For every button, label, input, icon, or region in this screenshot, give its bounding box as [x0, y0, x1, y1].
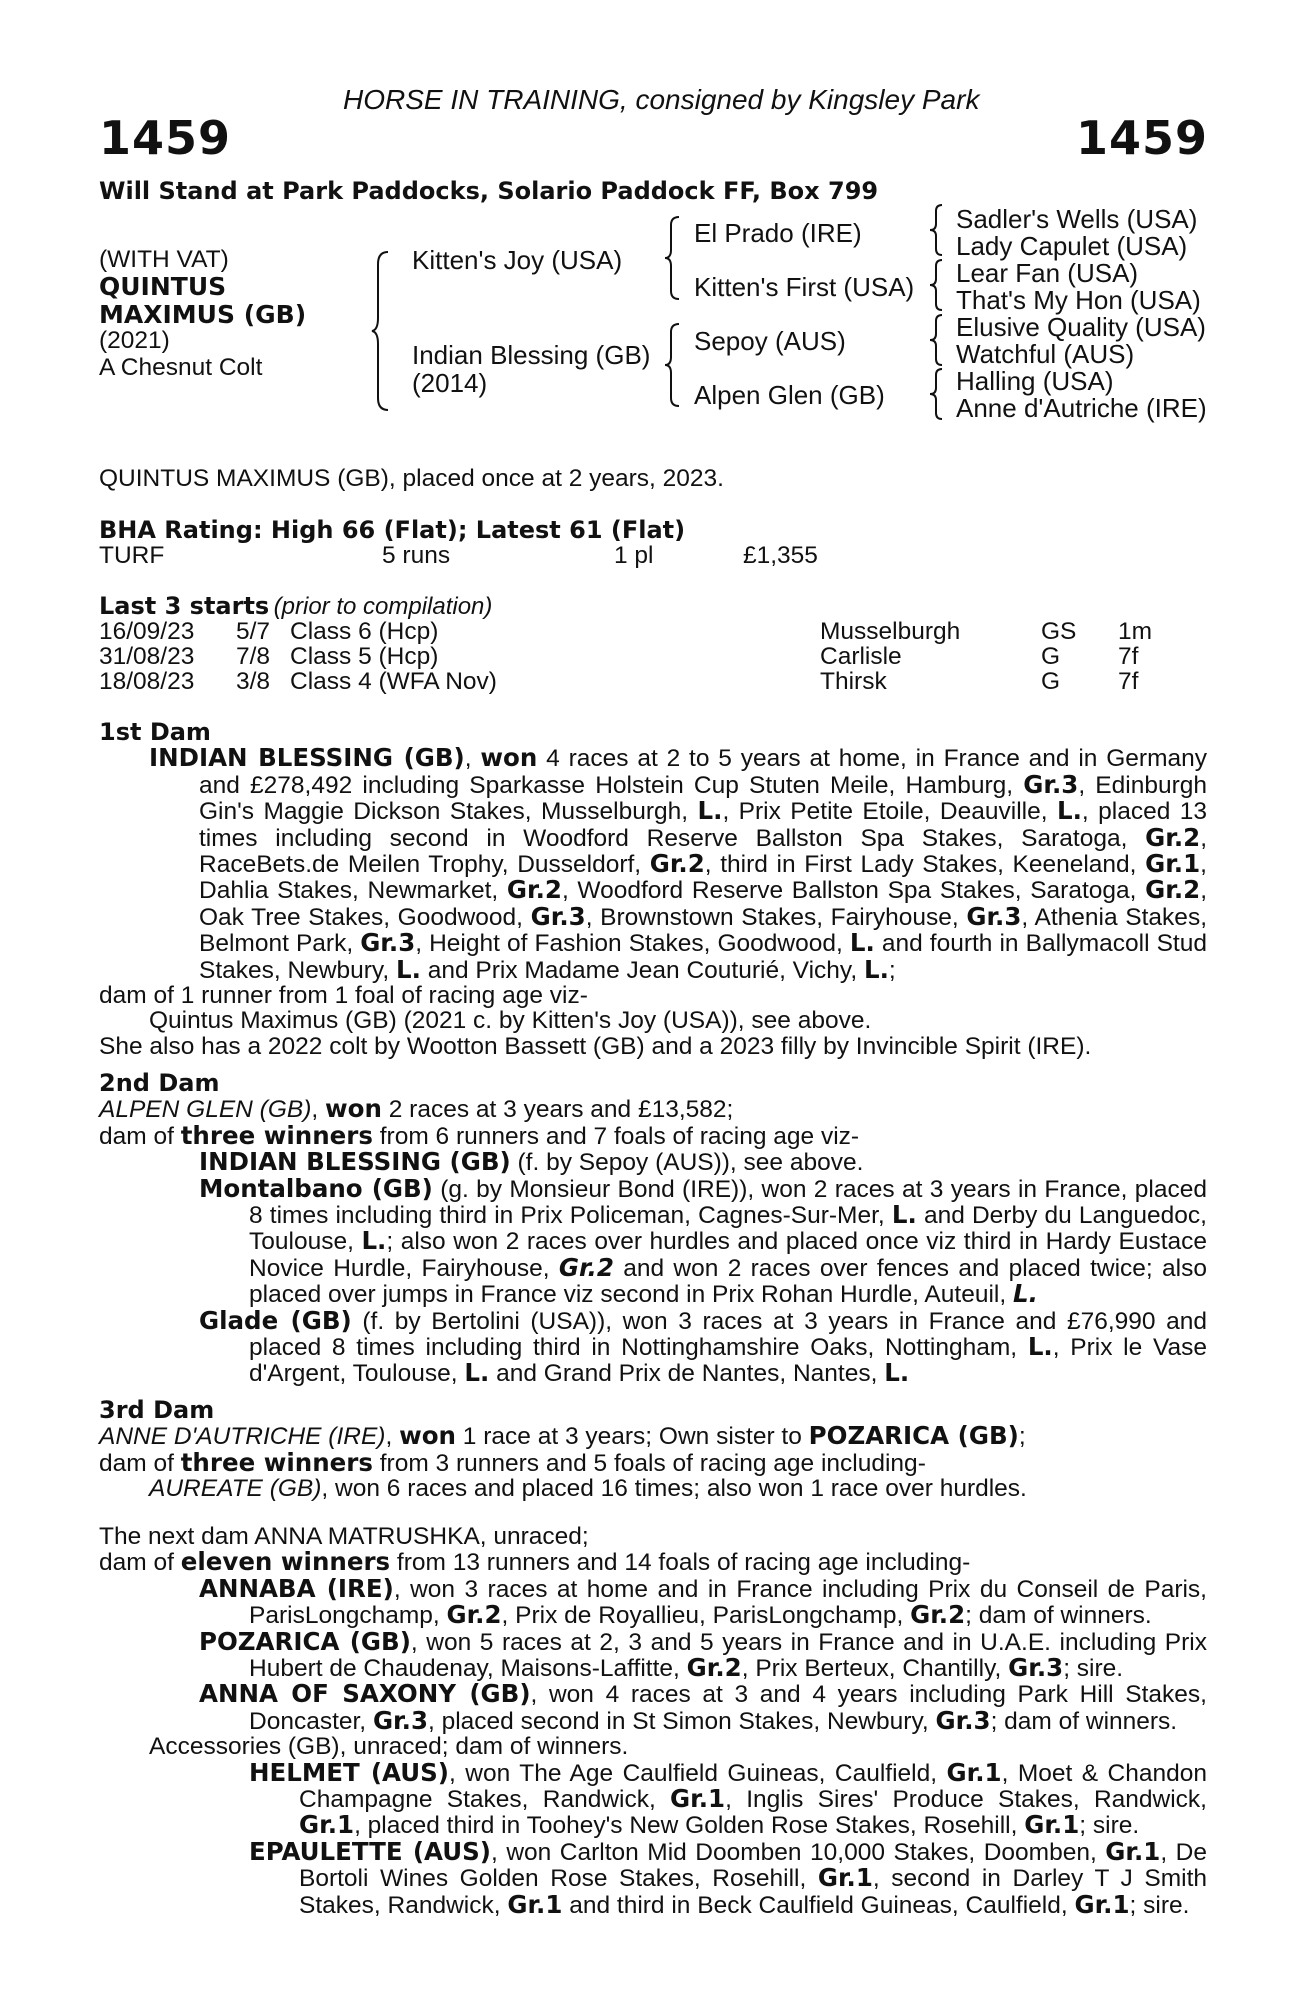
start-race: Class 4 (WFA Nov): [290, 668, 497, 695]
pedigree-sds: Lear Fan (USA): [956, 258, 1139, 288]
second-dam-produce: dam of three winners from 6 runners and 7 foals of racing age viz-: [99, 1120, 860, 1150]
start-distance: 1m: [1118, 618, 1153, 645]
vat-label: (WITH VAT): [99, 246, 229, 273]
first-dam-section: [99, 720, 1207, 1059]
pedigree-dsd: Watchful (AUS): [956, 339, 1135, 369]
horse-description: A Chesnut Colt: [99, 354, 263, 381]
start-race: Class 5 (Hcp): [290, 643, 439, 670]
lot-number-right: 1459: [1075, 111, 1208, 165]
rating-earnings: £1,355: [743, 542, 818, 569]
fourth-dam-child: POZARICA (GB), won 5 races at 2, 3 and 5 years in France and in U.A.E. including Prix Hubert de Chaudenay, Maisons-Laffitte, Gr.2, Prix Berteux, Chantilly, Gr.3; sire.: [199, 1626, 1208, 1683]
second-dam-heading: 2nd Dam: [99, 1069, 220, 1097]
first-dam-produce: dam of 1 runner from 1 foal of racing age viz-: [99, 982, 588, 1010]
horse-name-line2: MAXIMUS (GB): [99, 300, 307, 329]
grandchild: HELMET (AUS), won The Age Caulfield Guineas, Caulfield, Gr.1, Moet & Chandon Champagne Stakes, Randwick, Gr.1, Inglis Sires' Produce Stakes, Randwick, Gr.1, placed third in Toohey's New Golden Rose Stakes, Rosehill, Gr.1; sire.: [249, 1757, 1208, 1840]
pedigree-brace-ds: [928, 313, 946, 367]
pedigree-dam-year: (2014): [412, 368, 488, 398]
start-position: 5/7: [236, 618, 271, 645]
rating-surface: TURF: [99, 542, 165, 569]
pedigree-brace-dd: [928, 367, 946, 421]
pedigree-sire: Kitten's Joy (USA): [412, 245, 623, 275]
start-distance: 7f: [1118, 643, 1139, 670]
start-date: 31/08/23: [99, 643, 195, 670]
start-going: GS: [1041, 618, 1077, 645]
pedigree-brace-main: [370, 250, 392, 412]
pedigree-ds: Sepoy (AUS): [694, 326, 846, 356]
pedigree-ss: El Prado (IRE): [694, 218, 862, 248]
pedigree-brace-sire: [663, 215, 683, 301]
third-dam-child: AUREATE (GB), won 6 races and placed 16 times; also won 1 race over hurdles.: [149, 1475, 1027, 1503]
fourth-dam-section: [99, 1524, 1207, 1918]
consignment-title: HORSE IN TRAINING, consigned by Kingsley Park: [343, 84, 980, 115]
start-race: Class 6 (Hcp): [290, 618, 439, 645]
first-dam-record: INDIAN BLESSING (GB), won 4 races at 2 to 5 years at home, in France and in Germany and £278,492 including Sparkasse Holstein Cup Stuten Meile, Hamburg, Gr.3, Edinburgh Gin's Maggie Dickson Stakes, Musselburgh, L., Prix Petite Etoile, Deauville, L., placed 13 times including second in Woodford Reserve Ballston Spa Stakes, Saratoga, Gr.2, RaceBets.de Meilen Trophy, Dusseldorf, Gr.2, third in First Lady Stakes, Keeneland, Gr.1, Dahlia Stakes, Newmarket, Gr.2, Woodford Reserve Ballston Spa Stakes, Saratoga, Gr.2, Oak Tree Stakes, Goodwood, Gr.3, Brownstown Stakes, Fairyhouse, Gr.3, Athenia Stakes, Belmont Park, Gr.3, Height of Fashion Stakes, Goodwood, L. and fourth in Ballymacoll Stud Stakes, Newbury, L. and Prix Madame Jean Couturié, Vichy, L.;: [149, 743, 1208, 984]
rating-runs: 5 runs: [382, 542, 451, 569]
second-dam-record: ALPEN GLEN (GB), won 2 races at 3 years and £13,582;: [99, 1094, 734, 1124]
fourth-dam-child: ANNA OF SAXONY (GB), won 4 races at 3 and 4 years including Park Hill Stakes, Doncaster, Gr.3, placed second in St Simon Stakes, Newbury, Gr.3; dam of winners.: [199, 1679, 1207, 1735]
second-dam-child: Glade (GB) (f. by Bertolini (USA)), won 3 races at 3 years in France and £76,990 and placed 8 times including third in Nottinghamshire Oaks, Nottingham, L., Prix le Vase d'Argent, Toulouse, L. and Grand Prix de Nantes, Nantes, L.: [199, 1305, 1208, 1388]
pedigree-brace-dam: [663, 322, 683, 408]
last-starts-heading: [99, 592, 492, 621]
horse-summary: QUINTUS MAXIMUS (GB), placed once at 2 years, 2023.: [99, 465, 724, 492]
start-course: Thirsk: [820, 668, 887, 695]
first-dam-heading: 1st Dam: [99, 718, 211, 746]
third-dam-section: [99, 1398, 1207, 1502]
grandchild: EPAULETTE (AUS), won Carlton Mid Doomben 10,000 Stakes, Doomben, Gr.1, De Bortoli Wines Golden Rose Stakes, Rosehill, Gr.1, second in Darley T J Smith Stakes, Randwick, Gr.1 and third in Beck Caulfield Guineas, Caulfield, Gr.1; sire.: [249, 1836, 1207, 1919]
first-dam-also: She also has a 2022 colt by Wootton Bassett (GB) and a 2023 filly by Invincible Spirit (IRE).: [99, 1032, 1092, 1060]
start-distance: 7f: [1118, 668, 1139, 695]
first-dam-name: INDIAN BLESSING (GB): [149, 743, 465, 773]
start-going: G: [1041, 643, 1061, 670]
fourth-dam-intro: The next dam ANNA MATRUSHKA, unraced;: [99, 1523, 589, 1550]
second-dam-child: INDIAN BLESSING (GB) (f. by Sepoy (AUS)), see above.: [199, 1147, 864, 1177]
bha-rating: BHA Rating: High 66 (Flat); Latest 61 (Flat): [99, 516, 686, 544]
last-starts-note: (prior to compilation): [273, 593, 493, 620]
pedigree-dss: Elusive Quality (USA): [956, 312, 1206, 342]
horse-name-line1: QUINTUS: [99, 272, 227, 301]
first-dam-foal: Quintus Maximus (GB) (2021 c. by Kitten's Joy (USA)), see above.: [149, 1007, 872, 1035]
second-dam-child: Montalbano (GB) (g. by Monsieur Bond (IRE)), won 2 races at 3 years in France, placed 8 times including third in Prix Policeman, Cagnes-Sur-Mer, L. and Derby du Languedoc, Toulouse, L.; also won 2 races over hurdles and placed once viz third in Hardy Eustace Novice Hurdle, Fairyhouse, Gr.2 and won 2 races over fences and placed twice; also placed over jumps in France viz second in Prix Rohan Hurdle, Auteuil, L.: [199, 1173, 1208, 1309]
third-dam-record: ANNE D'AUTRICHE (IRE), won 1 race at 3 years; Own sister to POZARICA (GB);: [99, 1421, 1026, 1451]
pedigree-sd: Kitten's First (USA): [694, 272, 915, 302]
start-course: Musselburgh: [820, 618, 961, 645]
start-going: G: [1041, 668, 1061, 695]
fourth-dam-child: ANNABA (IRE), won 3 races at home and in France including Prix du Conseil de Paris, ParisLongchamp, Gr.2, Prix de Royallieu, ParisLongchamp, Gr.2; dam of winners.: [199, 1573, 1207, 1630]
pedigree-dds: Halling (USA): [956, 366, 1114, 396]
start-position: 3/8: [236, 668, 271, 695]
pedigree-brace-ss: [928, 203, 946, 257]
fourth-dam-produce: dam of eleven winners from 13 runners and 14 foals of racing age including-: [99, 1547, 971, 1577]
start-date: 16/09/23: [99, 618, 195, 645]
second-dam-section: [99, 1071, 1207, 1387]
third-dam-heading: 3rd Dam: [99, 1396, 215, 1424]
lot-number-left: 1459: [99, 111, 232, 165]
fourth-dam-child: Accessories (GB), unraced; dam of winners.: [149, 1733, 629, 1761]
pedigree-dd: Alpen Glen (GB): [694, 380, 885, 410]
won-label: won: [480, 743, 538, 773]
third-dam-produce: dam of three winners from 3 runners and 5 foals of racing age including-: [99, 1447, 926, 1477]
pedigree-sdd: That's My Hon (USA): [956, 285, 1201, 315]
pedigree-sss: Sadler's Wells (USA): [956, 204, 1198, 234]
last-starts-title: Last 3 starts: [99, 592, 270, 620]
second-dam-name: ALPEN GLEN (GB): [99, 1096, 312, 1124]
rating-placings: 1 pl: [614, 542, 654, 569]
start-date: 18/08/23: [99, 668, 195, 695]
horse-year: (2021): [99, 327, 170, 354]
pedigree-ddd: Anne d'Autriche (IRE): [956, 393, 1207, 423]
stand-location: Will Stand at Park Paddocks, Solario Paddock FF, Box 799: [99, 177, 879, 205]
pedigree-dam: Indian Blessing (GB): [412, 340, 651, 370]
start-course: Carlisle: [820, 643, 902, 670]
pedigree-ssd: Lady Capulet (USA): [956, 231, 1188, 261]
start-position: 7/8: [236, 643, 271, 670]
pedigree-brace-sd: [928, 258, 946, 312]
